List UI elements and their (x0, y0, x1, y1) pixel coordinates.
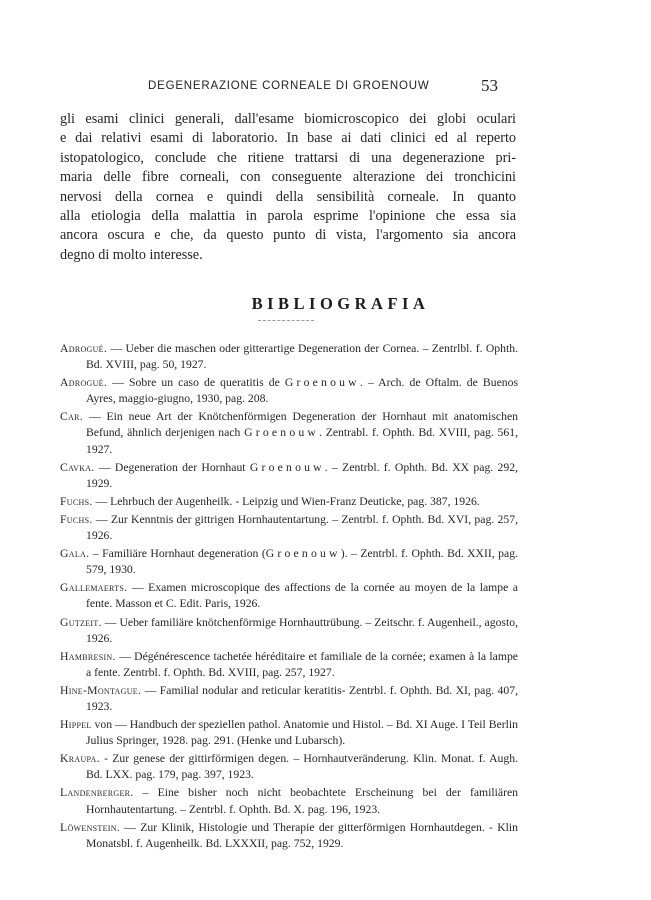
bib-text: — Degeneration der Hornhaut (94, 460, 250, 474)
bib-author: Landenberger. (60, 786, 134, 800)
bib-spaced-name: Groenouw (244, 426, 320, 440)
bib-author: Hippel (60, 718, 92, 732)
running-title: DEGENERAZIONE CORNEALE DI GROENOUW (148, 80, 430, 92)
bib-author: Cavka. (60, 460, 95, 474)
body-paragraph (60, 110, 516, 265)
body-line: alla etiologia della malattia in parola esprime l'opinione che essa sia (60, 208, 516, 225)
bib-text: — Zur Klinik, Histologie und Therapie der gitterförmigen Hornhautdegen. - Klin Monatsbl. f. Augenheilk. Bd. LXXXII, pag. 752, 1929. (86, 820, 518, 850)
body-line: ancora oscura e che, da questo punto di vista, l'argomento sia ancora (60, 227, 516, 244)
bib-text-tail: ). – Zentrbl. f. Ophth. Bd. XXII, pag. 579, 1930. (86, 547, 518, 577)
bib-text: — Familial nodular and reticular keratitis- Zentrbl. f. Ophth. Bd. XI, pag. 407, 1923. (86, 683, 518, 713)
bib-author: Fuchs. (60, 512, 93, 526)
body-line: degno di molto interesse. (60, 246, 203, 263)
bib-author: Gallemaerts. (60, 581, 128, 595)
bibliography-entry (60, 580, 518, 612)
body-line: maria delle fibre corneali, con conseguente alterazione dei tronchicini (60, 169, 516, 186)
bibliography-entry (60, 409, 518, 457)
bib-author: Löwenstein. (60, 820, 121, 834)
bib-text: — Dégénérescence tachetée héréditaire et familiale de la cornée; examen à la lampe a fente. Zentrbl. f. Ophth. Bd. XVIII, pag. 257, 1927. (86, 649, 518, 679)
page-number: 53 (481, 76, 498, 95)
bibliography-entry (60, 683, 518, 715)
bibliography-entry (60, 717, 518, 749)
bib-author: Adrogué. (60, 342, 108, 355)
bib-author: Gutzeit. (60, 615, 102, 629)
bib-author: Gala. (60, 547, 90, 561)
body-line: istopatologico, conclude che ritiene trattarsi di una degenerazione pri- (60, 149, 516, 166)
bibliography-entry (60, 512, 518, 544)
bib-spaced-name: Groenouw (284, 376, 360, 390)
bibliography-entry (60, 494, 518, 510)
bibliography-entry (60, 615, 518, 647)
bib-text-tail: . Zentrabl. f. Ophth. Bd. XVIII, pag. 561, 1927. (86, 426, 518, 456)
bib-author: Car. (60, 410, 84, 424)
bib-author: Hine-Montague. (60, 683, 142, 697)
bibliography-list (60, 341, 518, 854)
bib-text: — Zur Kenntnis der gittrigen Hornhautentartung. – Zentrbl. f. Ophth. Bd. XVI, pag. 257, 1926. (86, 512, 518, 543)
bib-text: — Ueber familiäre knötchenförmige Hornhauttrübung. – Zeitschr. f. Augenheil., agosto, 1926. (86, 615, 518, 645)
bibliography-entry (60, 375, 518, 407)
bib-author: Fuchs. (60, 494, 93, 508)
bibliography-heading (0, 289, 651, 316)
bib-text: – Familiäre Hornhaut degeneration ( (89, 547, 266, 561)
bibliography-entry (60, 820, 518, 852)
bib-text: von — Handbuch der speziellen pathol. Anatomie und Histol. – Bd. XI Auge. I Teil Berlin Julius Springer, 1928. pag. 291. (Henke und Lubarsch). (86, 718, 518, 748)
body-line: e dai relativi esami di laboratorio. In base ai dati clinici ed al reperto (60, 130, 516, 147)
bib-author: Kraupa. (60, 752, 100, 766)
bib-spaced-name: Groenouw (265, 547, 341, 561)
bib-author: Hambresin. (60, 649, 116, 663)
bib-text-tail: . – Arch. de Oftalm. de Buenos Ayres, maggio-giugno, 1930, pag. 208. (86, 376, 518, 406)
bib-text: — Examen microscopique des affections de la cornée au moyen de la lampe a fente. Masson et C. Edit. Paris, 1926. (86, 581, 518, 611)
bib-text: — Lehrbuch der Augenheilk. - Leipzig und Wien-Franz Deuticke, pag. 387, 1926. (92, 494, 480, 508)
bibliography-entry (60, 751, 518, 783)
bibliography-entry (60, 460, 518, 492)
bib-author: Adrogué. (60, 376, 108, 390)
bib-text: - Zur genese der gittirförmigen degen. – Hornhautveränderung. Klin. Monat. f. Augh. Bd. LXX. pag. 179, pag. 397, 1923. (86, 752, 518, 782)
bib-spaced-name: Groenouw (249, 460, 325, 474)
bibliography-entry (60, 785, 518, 817)
bib-text: — Ein neue Art der Knötchenförmigen Degeneration der Hornhaut mit anatomischen Befund, ähnlich derjenigen nach (83, 410, 518, 440)
body-line: nervosi della cornea e quindi della sensibilità corneale. In quanto (60, 188, 516, 205)
heading-rule (258, 320, 314, 321)
bibliography-entry (60, 341, 518, 373)
bib-text: – Eine bisher noch nicht beobachtete Erscheinung bei der familiären Hornhautentartung. – Zentrbl. f. Ophth. Bd. X. pag. 196, 1923. (86, 786, 518, 816)
bibliography-entry (60, 546, 518, 578)
body-line: gli esami clinici generali, dall'esame biomicroscopico dei globi oculari (60, 111, 516, 127)
bib-text: — Sobre un caso de queratitis de (107, 376, 285, 390)
running-head (0, 76, 651, 100)
bib-text-tail: . – Zentrbl. f. Ophth. Bd. XX pag. 292, 1929. (86, 460, 518, 490)
bib-text: — Ueber die maschen oder gitterartige Degeneration der Cornea. – Zentrlbl. f. Ophth. Bd. XVIII, pag. 50, 1927. (86, 342, 518, 372)
bibliography-heading-text: BIBLIOGRAFIA (251, 294, 430, 313)
bibliography-entry (60, 649, 518, 681)
